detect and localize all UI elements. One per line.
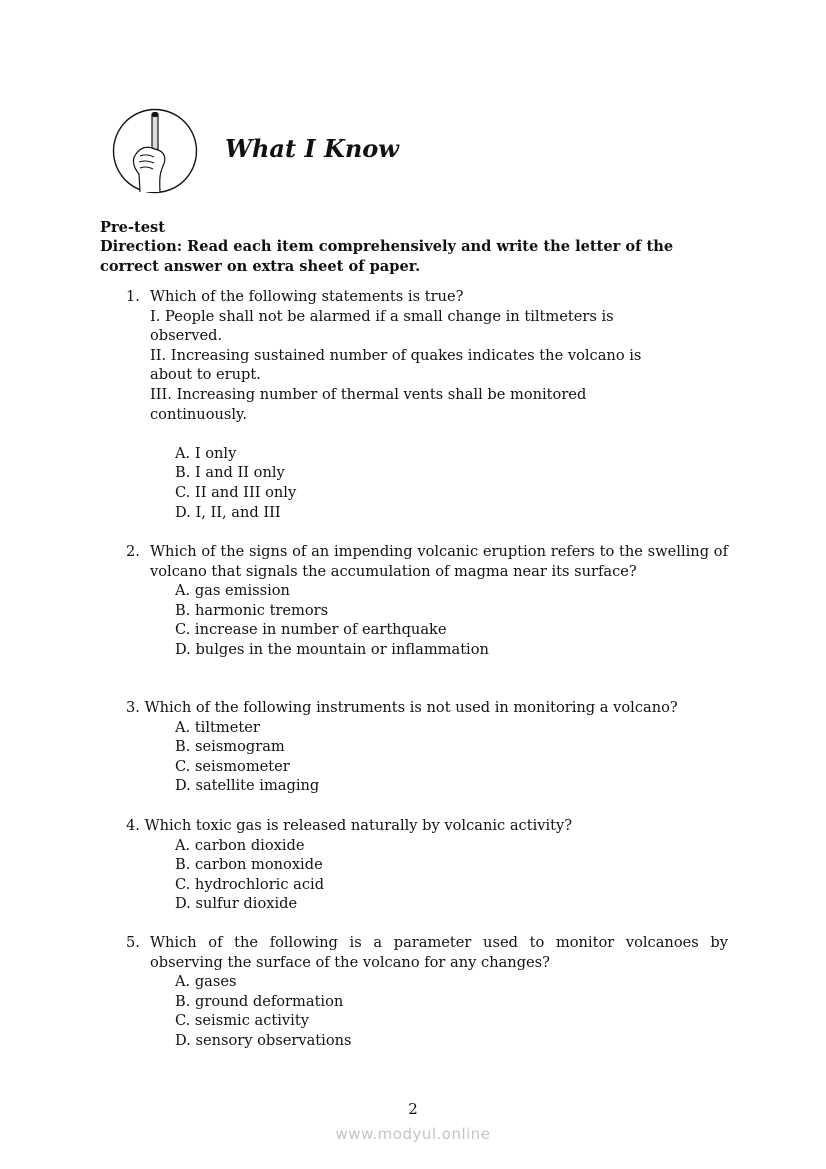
- direction-line-2: correct answer on extra sheet of paper.: [100, 258, 421, 275]
- option-a: A. I only: [175, 444, 237, 462]
- statement-line: observed.: [150, 327, 223, 345]
- question-text: Which toxic gas is released naturally by volcanic activity?: [144, 817, 573, 834]
- question-3: [126, 698, 746, 796]
- statement-line: about to erupt.: [150, 366, 261, 384]
- pretest-label: Pre-test: [100, 219, 165, 236]
- option-d: D. bulges in the mountain or inflammation: [175, 640, 489, 658]
- question-number: 3.: [126, 699, 140, 716]
- question-2: [126, 542, 728, 660]
- section-title: What I Know: [225, 134, 399, 163]
- hand-holding-pencil-icon: [112, 108, 198, 194]
- statement-line: II. Increasing sustained number of quakes indicates the volcano is: [150, 346, 642, 364]
- question-number: 5.: [126, 934, 140, 951]
- option-d: D. satellite imaging: [175, 777, 320, 795]
- option-a: A. tiltmeter: [175, 718, 260, 736]
- question-text: Which of the following instruments is not used in monitoring a volcano?: [144, 699, 678, 716]
- option-b: B. ground deformation: [175, 992, 344, 1010]
- direction-line-1: Direction: Read each item comprehensively and write the letter of the: [100, 238, 674, 255]
- page-number: 2: [408, 1100, 418, 1118]
- watermark: www.modyul.online: [335, 1125, 491, 1143]
- option-c: C. increase in number of earthquake: [175, 621, 447, 639]
- option-d: D. I, II, and III: [175, 503, 281, 521]
- statement-line: continuously.: [150, 405, 247, 423]
- statement-line: I. People shall not be alarmed if a small change in tiltmeters is: [150, 307, 614, 325]
- option-b: B. I and II only: [175, 464, 285, 482]
- option-a: A. carbon dioxide: [175, 836, 305, 854]
- option-a: A. gas emission: [175, 582, 290, 600]
- option-c: C. seismic activity: [175, 1012, 309, 1030]
- question-text: Which of the following is a parameter used to monitor volcanoes by observing the surface of the volcano for any changes?: [150, 934, 728, 971]
- question-number: 4.: [126, 817, 140, 834]
- option-c: C. seismometer: [175, 757, 290, 775]
- option-c: C. hydrochloric acid: [175, 875, 325, 893]
- option-b: B. carbon monoxide: [175, 856, 323, 874]
- question-number: 2.: [126, 543, 140, 560]
- statement-line: III. Increasing number of thermal vents shall be monitored: [150, 385, 587, 403]
- option-c: C. II and III only: [175, 483, 297, 501]
- option-d: D. sensory observations: [175, 1031, 352, 1049]
- option-b: B. seismogram: [175, 738, 285, 756]
- question-1: [126, 287, 728, 522]
- option-d: D. sulfur dioxide: [175, 895, 298, 913]
- option-b: B. harmonic tremors: [175, 601, 329, 619]
- option-a: A. gases: [175, 973, 237, 991]
- question-text: Which of the following statements is true?: [150, 288, 464, 305]
- question-text: Which of the signs of an impending volcanic eruption refers to the swelling of volcano that signals the accumulation of magma near its surface?: [150, 543, 728, 580]
- question-5: [126, 933, 728, 1051]
- question-number: 1.: [126, 288, 140, 305]
- question-4: [126, 816, 728, 914]
